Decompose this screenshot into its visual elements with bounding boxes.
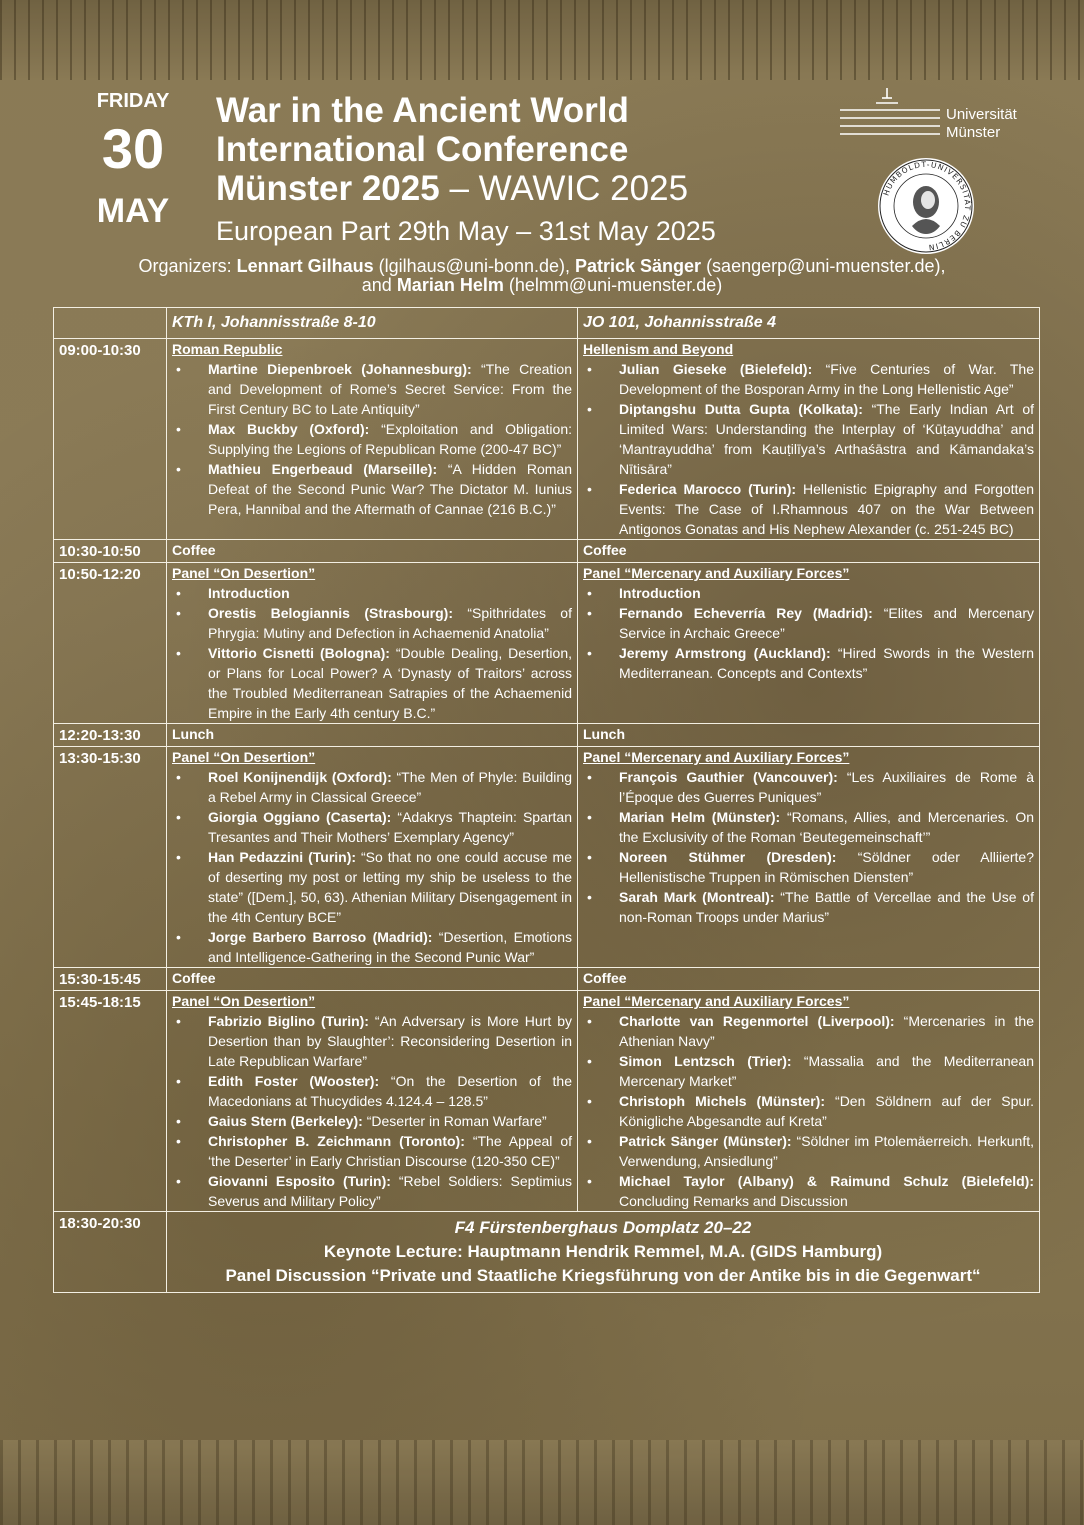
talk-title: “Söldner oder Alliierte? Hellenistische Truppen in Römischen Diensten” <box>619 849 1035 885</box>
talk-list <box>583 583 1034 683</box>
talk-item <box>583 1051 1034 1091</box>
session-heading: Roman Republic <box>172 341 283 357</box>
title-line-2: International Conference <box>216 130 629 169</box>
speaker-name: Patrick Sänger (Münster): <box>619 1133 792 1149</box>
talk-title: “The Creation and Development of Rome’s Secret Service: From the First Century BC to Late Antiquity” <box>208 361 573 417</box>
talk-title: “Elites and Mercenary Service in Archaic Greece” <box>619 605 1034 641</box>
session-cell <box>578 724 1040 747</box>
speaker-name: Mathieu Engerbeaud (Marseille): <box>208 461 438 477</box>
schedule-row <box>54 339 1040 540</box>
talk-title: “Desertion, Emotions and Intelligence-Gathering in the Second Punic War” <box>208 929 572 965</box>
schedule-header-row <box>54 308 1040 339</box>
talk-item <box>583 479 1034 539</box>
time-slot: 18:30-20:30 <box>54 1212 167 1293</box>
organizer-name: Patrick Sänger <box>575 256 702 276</box>
organizer-email[interactable]: (lgilhaus@uni-bonn.de), <box>373 256 575 276</box>
talk-item <box>583 767 1034 807</box>
speaker-name: Vittorio Cisnetti (Bologna): <box>208 645 390 661</box>
break-label: Coffee <box>172 542 216 558</box>
speaker-name: Max Buckby (Oxford): <box>208 421 370 437</box>
speaker-name: Orestis Belogiannis (Strasbourg): <box>208 605 453 621</box>
talk-list <box>583 767 1034 927</box>
evening-venue: F4 Fürstenberghaus Domplatz 20–22 <box>454 1218 752 1237</box>
talk-list <box>583 1011 1034 1211</box>
talk-title: “Deserter in Roman Warfare” <box>362 1113 547 1129</box>
session-cell <box>167 724 578 747</box>
humboldt-university-seal <box>876 156 976 256</box>
talk-title: “Exploitation and Obligation: Supplying the Legions of Republican Rome (200-47 BC)” <box>208 421 572 457</box>
talk-title: “Massalia and the Mediterranean Mercenary Market” <box>619 1053 1034 1089</box>
talk-title: “Rebel Soldiers: Septimius Severus and Military Policy” <box>208 1173 572 1209</box>
talk-title: “Adakrys Thaptein: Spartan Tresantes and Their Mothers’ Exemplary Agency” <box>208 809 572 845</box>
talk-item <box>172 419 572 459</box>
talk-title: “Romans, Allies, and Mercenaries. On the Exclusivity of the Roman ‘Beutegemeinschaft’” <box>619 809 1035 845</box>
talk-title: Hellenistic Epigraphy and Forgotten Events: The Case of I.Rhamnous 407 on the War Between Antigonos Gonatas and His Nephew Alexander (c. 251-245 BC) <box>619 481 1034 537</box>
talk-title: “On the Desertion of the Macedonians at Thucydides 4.124.4 – 128.5” <box>208 1073 572 1109</box>
organizers-line-1 <box>0 256 1084 277</box>
talk-list <box>583 359 1034 539</box>
organizers-label: Organizers: <box>138 256 237 276</box>
talk-title: “Mercenaries in the Athenian Navy” <box>619 1013 1034 1049</box>
speaker-name: Jeremy Armstrong (Auckland): <box>619 645 831 661</box>
talk-item <box>172 643 572 723</box>
schedule-row <box>54 747 1040 968</box>
keynote-lecture: Keynote Lecture: Hauptmann Hendrik Remmel, M.A. (GIDS Hamburg) <box>323 1242 883 1261</box>
speaker-name: Gaius Stern (Berkeley): <box>208 1113 363 1129</box>
talk-title: “An Adversary is More Hurt by Desertion than by Slaughter’: Reconsidering Desertion in Late Republican Warfare” <box>208 1013 572 1069</box>
talk-item <box>583 603 1034 643</box>
speaker-name: Roel Konijnendijk (Oxford): <box>208 769 392 785</box>
time-slot: 09:00-10:30 <box>54 339 167 540</box>
session-heading: Panel “On Desertion” <box>172 565 316 581</box>
talk-title: “The Appeal of ‘the Deserter’ in Early Christian Discourse (120-350 CE)” <box>208 1133 572 1169</box>
organizers-line-2 <box>0 275 1084 296</box>
title-line-1: War in the Ancient World <box>216 91 629 130</box>
talk-title: “Double Dealing, Desertion, or Plans for Local Power? A ‘Dynasty of Traitors’ across the Troubled Mediterranean Satrapies of the Achaemenid Empire in the Early 4th century B.C.” <box>208 645 572 721</box>
evening-row <box>54 1212 1040 1293</box>
session-cell <box>578 540 1040 563</box>
title-city-year: Münster 2025 <box>216 169 440 208</box>
talk-item <box>172 1171 572 1211</box>
talk-item <box>172 927 572 967</box>
time-slot: 15:45-18:15 <box>54 991 167 1212</box>
talk-item <box>172 583 572 603</box>
session-cell <box>167 747 578 968</box>
talk-item <box>172 1011 572 1071</box>
time-slot: 10:50-12:20 <box>54 563 167 724</box>
talk-title: “Les Auxiliaires de Rome à l’Époque des Guerres Puniques” <box>619 769 1034 805</box>
talk-list <box>172 583 572 723</box>
talk-item <box>172 1071 572 1111</box>
speaker-name: Julian Gieseke (Bielefeld): <box>619 361 813 377</box>
speaker-name: Martine Diepenbroek (Johannesburg): <box>208 361 472 377</box>
humboldt-seal-icon <box>876 156 976 256</box>
talk-title: Concluding Remarks and Discussion <box>619 1193 848 1209</box>
schedule-row <box>54 724 1040 747</box>
schedule-row <box>54 563 1040 724</box>
talk-item <box>172 847 572 927</box>
talk-item <box>583 643 1034 683</box>
talk-item <box>172 767 572 807</box>
speaker-name: François Gauthier (Vancouver): <box>619 769 838 785</box>
title-acronym: – WAWIC 2025 <box>439 169 689 208</box>
speaker-name: Giorgia Oggiano (Caserta): <box>208 809 392 825</box>
session-cell <box>578 991 1040 1212</box>
session-cell <box>167 563 578 724</box>
decorative-bottom-band <box>0 1440 1084 1525</box>
organizer-name: Lennart Gilhaus <box>236 256 374 276</box>
speaker-name: Christopher B. Zeichmann (Toronto): <box>208 1133 465 1149</box>
speaker-name: Diptangshu Dutta Gupta (Kolkata): <box>619 401 863 417</box>
date-month: MAY <box>96 192 170 230</box>
time-slot: 12:20-13:30 <box>54 724 167 747</box>
speaker-name: Fernando Echeverría Rey (Madrid): <box>619 605 873 621</box>
schedule-body <box>54 339 1040 1212</box>
muenster-logo-line-2: Münster <box>946 124 1001 141</box>
session-heading: Panel “Mercenary and Auxiliary Forces” <box>583 993 850 1009</box>
speaker-name: Michael Taylor (Albany) & Raimund Schulz (Bielefeld): <box>619 1173 1034 1189</box>
talk-item <box>583 1091 1034 1131</box>
room-header: KTh I, Johannisstraße 8-10 <box>167 308 578 339</box>
time-slot: 15:30-15:45 <box>54 968 167 991</box>
talk-title: “The Early Indian Art of Limited Wars: Understanding the Interplay of ‘Kūṭayuddha’ and ‘Mantrayuddha’ from Kauṭilīya’s Arthaśāstra and Kāmandaka’s Nītisāra” <box>619 401 1034 477</box>
break-label: Lunch <box>583 726 625 742</box>
talk-item <box>172 807 572 847</box>
session-heading: Panel “On Desertion” <box>172 749 316 765</box>
break-label: Lunch <box>172 726 214 742</box>
talk-item <box>583 399 1034 479</box>
session-heading: Panel “Mercenary and Auxiliary Forces” <box>583 749 850 765</box>
talk-item <box>583 807 1034 847</box>
organizer-email[interactable]: (saengerp@uni-muenster.de), <box>701 256 946 276</box>
university-muenster-logo <box>838 86 1038 146</box>
speaker-name: Christoph Michels (Münster): <box>619 1093 825 1109</box>
talk-item <box>583 359 1034 399</box>
speaker-name: Edith Foster (Wooster): <box>208 1073 380 1089</box>
speaker-name: Noreen Stühmer (Dresden): <box>619 849 837 865</box>
speaker-name: Fabrizio Biglino (Turin): <box>208 1013 369 1029</box>
organizer-prefix: and <box>361 275 397 295</box>
organizer-email[interactable]: (helmm@uni-muenster.de) <box>503 275 723 295</box>
talk-list <box>172 359 572 519</box>
talk-title: “A Hidden Roman Defeat of the Second Punic War? The Dictator M. Iunius Pera, Hannibal and the Aftermath of Cannae (216 B.C.)” <box>208 461 572 517</box>
speaker-name: Simon Lentzsch (Trier): <box>619 1053 792 1069</box>
break-label: Coffee <box>583 542 627 558</box>
talk-item <box>583 847 1034 887</box>
break-label: Coffee <box>583 970 627 986</box>
talk-item <box>172 459 572 519</box>
talk-title: “The Battle of Vercellae and the Use of non-Roman Troops under Marius” <box>619 889 1034 925</box>
svg-text:HUMBOLDT-UNIVERSITÄT ZU BERLIN: HUMBOLDT-UNIVERSITÄT ZU BERLIN <box>881 159 973 253</box>
talk-title: “Hired Swords in the Western Mediterranean. Concepts and Contexts” <box>619 645 1034 681</box>
header-empty <box>54 308 167 339</box>
panel-discussion: Panel Discussion “Private und Staatliche Kriegsführung von der Antike bis in die Gegenwart“ <box>225 1266 981 1285</box>
schedule-row <box>54 968 1040 991</box>
organizer-name: Marian Helm <box>396 275 504 295</box>
session-heading: Panel “On Desertion” <box>172 993 316 1009</box>
muenster-logo-icon <box>838 86 942 138</box>
schedule-row <box>54 991 1040 1212</box>
speaker-name: Sarah Mark (Montreal): <box>619 889 775 905</box>
conference-subtitle: European Part 29th May – 31st May 2025 <box>216 216 716 246</box>
session-cell <box>167 968 578 991</box>
muenster-logo-line-1: Universität <box>946 106 1017 123</box>
session-cell <box>167 991 578 1212</box>
talk-item <box>583 1171 1034 1211</box>
talk-title: “So that no one could accuse me of deserting my post or letting my ship be useless to the state” ([Dem.], 50, 63). Athenian Military Disengagement in the 4th Century BCE” <box>208 849 572 925</box>
date-day: 30 <box>101 117 165 180</box>
room-header: JO 101, Johannisstraße 4 <box>578 308 1040 339</box>
talk-item <box>172 1111 572 1131</box>
decorative-top-band <box>0 0 1084 80</box>
talk-title: “The Men of Phyle: Building a Rebel Army in Classical Greece” <box>208 769 572 805</box>
time-slot: 10:30-10:50 <box>54 540 167 563</box>
date-weekday: FRIDAY <box>96 90 170 112</box>
speaker-name: Marian Helm (Münster): <box>619 809 781 825</box>
talk-item <box>583 583 1034 603</box>
talk-item <box>583 887 1034 927</box>
talk-title: “Söldner im Ptolemäerreich. Herkunft, Verwendung, Ansiedlung” <box>619 1133 1035 1169</box>
evening-event <box>167 1212 1040 1293</box>
session-cell <box>578 747 1040 968</box>
break-label: Coffee <box>172 970 216 986</box>
talk-item <box>583 1011 1034 1051</box>
talk-item <box>583 1131 1034 1171</box>
schedule-table <box>53 307 1040 1293</box>
session-cell <box>578 563 1040 724</box>
talk-item <box>172 359 572 419</box>
session-cell <box>578 339 1040 540</box>
time-slot: 13:30-15:30 <box>54 747 167 968</box>
talk-title: “Den Söldnern auf der Spur. Königliche Abgesandte auf Kreta” <box>619 1093 1034 1129</box>
talk-title: “Spithridates of Phrygia: Mutiny and Defection in Achaemenid Anatolia” <box>208 605 572 641</box>
session-cell <box>167 540 578 563</box>
speaker-name: Jorge Barbero Barroso (Madrid): <box>208 929 433 945</box>
speaker-name: Han Pedazzini (Turin): <box>208 849 357 865</box>
speaker-name: Giovanni Esposito (Turin): <box>208 1173 391 1189</box>
speaker-name: Federica Marocco (Turin): <box>619 481 797 497</box>
speaker-name: Charlotte van Regenmortel (Liverpool): <box>619 1013 895 1029</box>
session-cell <box>578 968 1040 991</box>
talk-list <box>172 767 572 967</box>
talk-item <box>172 1131 572 1171</box>
talk-title: “Five Centuries of War. The Development of the Bosporan Army in the Long Hellenistic Age” <box>619 361 1034 397</box>
speaker-name: Introduction <box>619 585 701 601</box>
session-cell <box>167 339 578 540</box>
schedule-row <box>54 540 1040 563</box>
talk-list <box>172 1011 572 1211</box>
title-line-3 <box>216 169 688 208</box>
talk-item <box>172 603 572 643</box>
session-heading: Panel “Mercenary and Auxiliary Forces” <box>583 565 850 581</box>
speaker-name: Introduction <box>208 585 290 601</box>
session-heading: Hellenism and Beyond <box>583 341 734 357</box>
